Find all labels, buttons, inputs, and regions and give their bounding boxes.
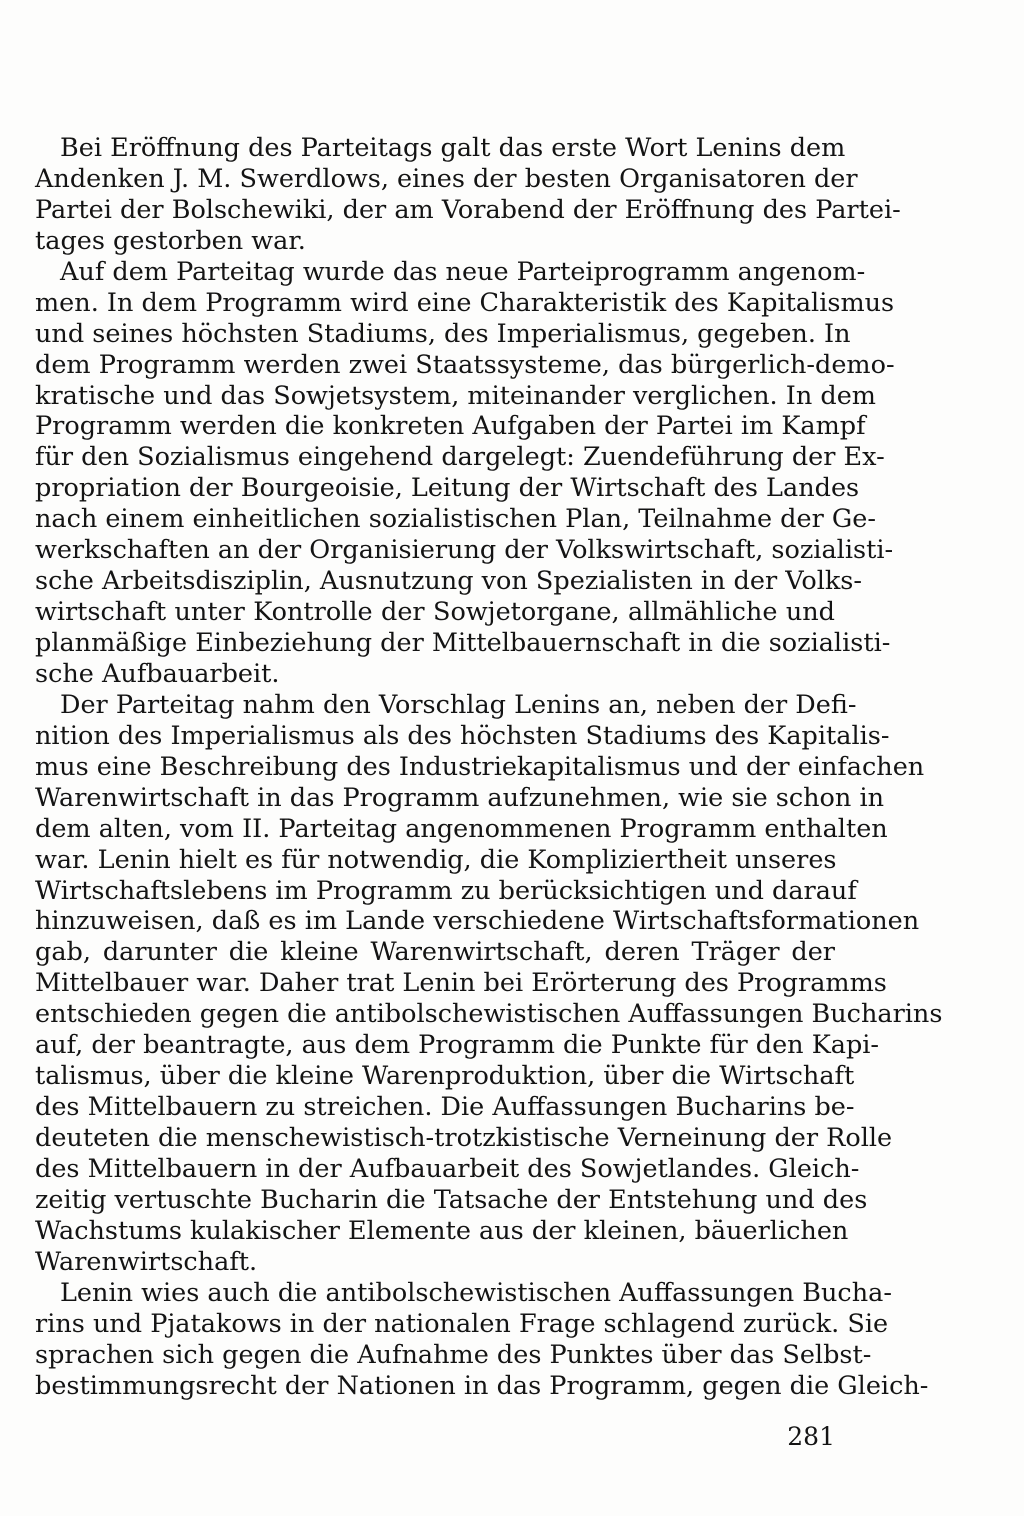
text-line: Warenwirtschaft in das Programm aufzunehmen, wie sie schon in	[35, 782, 885, 813]
text-line: zeitig vertuschte Bucharin die Tatsache der Entstehung und des	[35, 1184, 868, 1215]
paragraph	[35, 133, 901, 257]
text-line: Der Parteitag nahm den Vorschlag Lenins an, neben der Defi-	[60, 689, 857, 720]
paragraph	[35, 1277, 929, 1402]
text-line: tages gestorben war.	[35, 225, 306, 256]
text-line: Auf dem Parteitag wurde das neue Parteiprogramm angenom-	[60, 256, 866, 287]
text-line: Lenin wies auch die antibolschewistischen Auffassungen Bucha-	[60, 1277, 892, 1308]
page-number: 281	[787, 1422, 835, 1451]
text-line: dem alten, vom II. Parteitag angenommenen Programm enthalten	[35, 813, 888, 844]
text-line: Bei Eröffnung des Parteitags galt das erste Wort Lenins dem	[60, 133, 846, 163]
text-line: des Mittelbauern in der Aufbauarbeit des Sowjetlandes. Gleich-	[35, 1153, 860, 1184]
text-line: werkschaften an der Organisierung der Volkswirtschaft, sozialisti-	[35, 535, 894, 566]
text-line: rins und Pjatakows in der nationalen Frage schlagend zurück. Sie	[35, 1308, 889, 1339]
paragraph	[35, 256, 895, 690]
text-line: deuteten die menschewistisch-trotzkistische Verneinung der Rolle	[35, 1123, 893, 1153]
text-line: war. Lenin hielt es für notwendig, die Kompliziertheit unseres	[35, 844, 837, 875]
text-line: des Mittelbauern zu streichen. Die Auffassungen Bucharins be-	[35, 1092, 855, 1123]
text-line: auf, der beantragte, aus dem Programm die Punkte für den Kapi-	[35, 1030, 880, 1061]
text-line: bestimmungsrecht der Nationen in das Programm, gegen die Gleich-	[35, 1370, 929, 1401]
paragraph	[35, 689, 943, 1278]
text-line: Mittelbauer war. Daher trat Lenin bei Erörterung des Programms	[35, 968, 887, 999]
text-line: sprachen sich gegen die Aufnahme des Punktes über das Selbst-	[35, 1339, 872, 1370]
text-line: nach einem einheitlichen sozialistischen Plan, Teilnahme der Ge-	[35, 504, 876, 535]
text-line: propriation der Bourgeoisie, Leitung der Wirtschaft des Landes	[35, 473, 860, 504]
text-line: Wirtschaftslebens im Programm zu berücksichtigen und darauf	[35, 875, 857, 906]
text-line: Wachstums kulakischer Elemente aus der kleinen, bäuerlichen	[35, 1215, 849, 1246]
body-text	[35, 133, 943, 1401]
text-line: gab, darunter die kleine Warenwirtschaft, deren Träger der	[35, 937, 835, 968]
text-line: planmäßige Einbeziehung der Mittelbauernschaft in die sozialisti-	[35, 628, 891, 658]
text-line: nition des Imperialismus als des höchsten Stadiums des Kapitalis-	[35, 720, 890, 751]
text-line: und seines höchsten Stadiums, des Imperialismus, gegeben. In	[35, 318, 851, 349]
text-line: Andenken J. M. Swerdlows, eines der besten Organisatoren der	[35, 163, 858, 194]
text-line: entschieden gegen die antibolschewistischen Auffassungen Bucharins	[35, 999, 943, 1030]
text-line: kratische und das Sowjetsystem, miteinander verglichen. In dem	[35, 380, 876, 411]
text-line: Partei der Bolschewiki, der am Vorabend der Eröffnung des Partei-	[35, 194, 901, 225]
text-line: men. In dem Programm wird eine Charakteristik des Kapitalismus	[35, 287, 895, 318]
text-line: Warenwirtschaft.	[35, 1246, 258, 1277]
text-line: Programm werden die konkreten Aufgaben der Partei im Kampf	[35, 411, 866, 442]
text-line: mus eine Beschreibung des Industriekapitalismus und der einfachen	[35, 751, 925, 782]
text-line: talismus, über die kleine Warenproduktion, über die Wirtschaft	[35, 1061, 855, 1092]
text-line: dem Programm werden zwei Staatssysteme, das bürgerlich-demo-	[35, 349, 895, 380]
text-line: für den Sozialismus eingehend dargelegt: Zuendeführung der Ex-	[35, 442, 885, 473]
text-line: wirtschaft unter Kontrolle der Sowjetorgane, allmähliche und	[35, 597, 835, 628]
text-line: sche Aufbauarbeit.	[35, 658, 280, 689]
text-line: sche Arbeitsdisziplin, Ausnutzung von Spezialisten in der Volks-	[35, 566, 863, 597]
text-line: hinzuweisen, daß es im Lande verschiedene Wirtschaftsformationen	[35, 906, 920, 937]
